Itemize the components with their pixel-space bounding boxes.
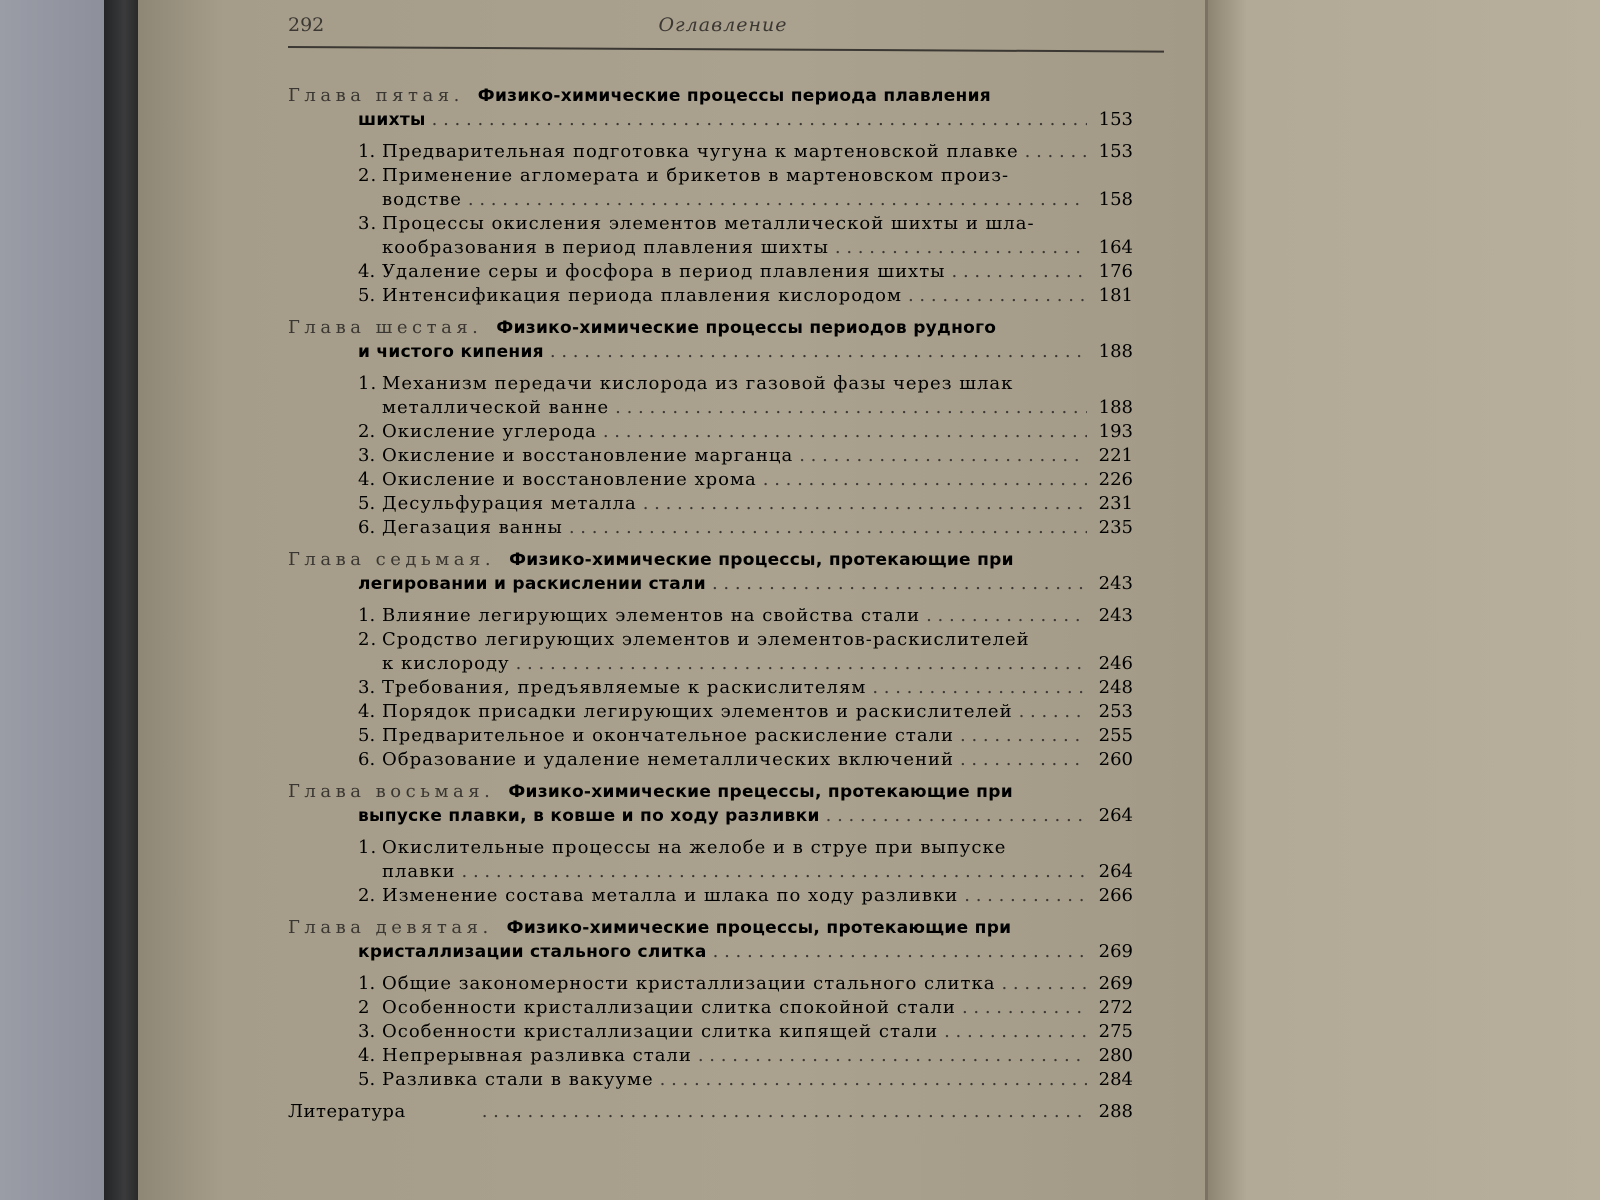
section-number: 1. [358, 141, 376, 162]
section-number: 1. [358, 373, 378, 394]
section-entry [358, 836, 1133, 884]
chapter-page: 153 [1098, 109, 1133, 130]
chapter-label: Глава восьмая. [288, 781, 495, 802]
chapter-title-line [288, 340, 1133, 364]
section-page: 153 [1098, 141, 1133, 162]
section-list [288, 372, 1133, 540]
leader-dots [960, 748, 1087, 772]
chapter-page: 264 [1098, 805, 1133, 826]
chapter-heading [288, 548, 1133, 572]
page-header [288, 10, 1158, 44]
leader-dots [712, 572, 1087, 596]
section-text: Непрерывная разливка стали [382, 1045, 692, 1066]
leader-dots [960, 724, 1087, 748]
section-entry [358, 284, 1133, 308]
section-text: Предварительная подготовка чугуна к мартеновской плавке [382, 141, 1019, 162]
section-page: 248 [1098, 677, 1133, 698]
section-page: 193 [1098, 421, 1133, 442]
leader-dots [962, 996, 1087, 1020]
section-first-line [358, 212, 1133, 236]
section-page: 235 [1098, 517, 1133, 538]
section-entry [358, 492, 1133, 516]
literature-label: Литература [288, 1101, 406, 1122]
section-number: 1. [358, 973, 376, 994]
section-text: Разливка стали в вакууме [382, 1069, 654, 1090]
leader-dots [926, 604, 1087, 628]
section-entry [358, 884, 1133, 908]
chapter-title-continued: и чистого кипения [358, 342, 544, 362]
section-number: 2. [358, 629, 378, 650]
section-entry [358, 724, 1133, 748]
section-text: Сродство легирующих элементов и элементов-раскислителей [382, 629, 1030, 650]
section-page: 284 [1098, 1069, 1133, 1090]
section-list [288, 140, 1133, 308]
book-spine [104, 0, 138, 1200]
leader-dots [1001, 972, 1087, 996]
section-entry [358, 468, 1133, 492]
section-entry [358, 604, 1133, 628]
section-continuation [358, 236, 1133, 260]
section-text: Влияние легирующих элементов на свойства стали [382, 605, 921, 626]
chapter-title: Физико-химические процессы периодов рудного [496, 318, 997, 338]
section-number: 6. [358, 517, 376, 538]
section-continuation [358, 652, 1133, 676]
section-number: 3. [358, 677, 376, 698]
leader-dots [763, 468, 1087, 492]
chapter-label: Глава пятая. [288, 85, 464, 106]
section-text-continued: водстве [382, 189, 462, 210]
section-text-continued: металлической ванне [382, 397, 610, 418]
chapter-title-continued: легировании и раскислении стали [358, 574, 706, 594]
section-page: 255 [1098, 725, 1133, 746]
leader-dots [964, 884, 1087, 908]
table-of-contents [288, 84, 1133, 1124]
section-entry [358, 972, 1133, 996]
section-entry [358, 1020, 1133, 1044]
chapter-heading [288, 84, 1133, 108]
section-number: 5. [358, 493, 376, 514]
section-number: 4. [358, 701, 376, 722]
chapter-heading [288, 916, 1133, 940]
leader-dots [660, 1068, 1087, 1092]
section-number: 4. [358, 469, 376, 490]
leader-dots [698, 1044, 1087, 1068]
chapter-label: Глава шестая. [288, 317, 483, 338]
chapter-heading [288, 780, 1133, 804]
section-continuation [358, 396, 1133, 420]
chapter-title: Физико-химические процессы, протекающие при [509, 550, 1014, 570]
section-page: 264 [1098, 861, 1133, 882]
leader-dots [615, 396, 1087, 420]
section-number: 5. [358, 725, 376, 746]
section-number: 2. [358, 165, 378, 186]
chapter-page: 243 [1098, 573, 1133, 594]
section-entry [358, 676, 1133, 700]
leader-dots [643, 492, 1087, 516]
chapter-title-line [288, 108, 1133, 132]
chapter-block [288, 84, 1133, 308]
section-text: Окисление и восстановление хрома [382, 469, 757, 490]
leader-dots [569, 516, 1087, 540]
chapter-title-line [288, 804, 1133, 828]
section-page: 164 [1098, 237, 1133, 258]
section-page: 221 [1098, 445, 1133, 466]
section-page: 275 [1098, 1021, 1133, 1042]
leader-dots [1025, 140, 1087, 164]
section-entry [358, 372, 1133, 420]
section-page: 158 [1098, 189, 1133, 210]
section-page: 243 [1098, 605, 1133, 626]
chapter-title: Физико-химические процессы периода плавления [477, 86, 991, 106]
section-entry [358, 1068, 1133, 1092]
section-page: 181 [1098, 285, 1133, 306]
section-entry [358, 628, 1133, 676]
literature-entry [288, 1100, 1133, 1124]
chapter-title: Физико-химические процессы, протекающие при [506, 918, 1012, 938]
section-entry [358, 1044, 1133, 1068]
section-text: Образование и удаление неметаллических включений [382, 749, 954, 770]
section-text: Окисление углерода [382, 421, 597, 442]
leader-dots [550, 340, 1087, 364]
leader-dots [835, 236, 1087, 260]
section-text: Предварительное и окончательное раскисление стали [382, 725, 955, 746]
facing-page [1208, 0, 1600, 1200]
leader-dots [603, 420, 1087, 444]
section-number: 2. [358, 421, 376, 442]
section-number: 6. [358, 749, 376, 770]
chapter-block [288, 780, 1133, 908]
leader-dots [432, 108, 1087, 132]
section-text: Особенности кристаллизации слитка кипящей стали [382, 1021, 939, 1042]
section-first-line [358, 372, 1133, 396]
chapter-page: 269 [1098, 941, 1133, 962]
chapter-title-line [288, 572, 1133, 596]
chapter-block [288, 548, 1133, 772]
section-entry [358, 444, 1133, 468]
section-text: Дегазация ванны [382, 517, 563, 538]
section-entry [358, 700, 1133, 724]
section-text: Механизм передачи кислорода из газовой фазы через шлак [382, 373, 1014, 394]
chapter-title: Физико-химические прецессы, протекающие при [508, 782, 1013, 802]
section-page: 266 [1098, 885, 1133, 906]
chapter-title-line [288, 940, 1133, 964]
section-number: 5. [358, 285, 376, 306]
section-text: Процессы окисления элементов металлической шихты и шла- [382, 213, 1035, 234]
section-text: Десульфурация металла [382, 493, 637, 514]
section-page: 176 [1098, 261, 1133, 282]
section-text-continued: к кислороду [382, 653, 510, 674]
section-text: Окисление и восстановление марганца [382, 445, 794, 466]
section-number: 3. [358, 445, 376, 466]
leader-dots [799, 444, 1087, 468]
page-number: 292 [288, 14, 325, 36]
section-number: 2 [358, 997, 370, 1018]
background-left [0, 0, 104, 1200]
section-number: 1. [358, 837, 378, 858]
literature-page: 288 [1098, 1101, 1133, 1122]
leader-dots [872, 676, 1087, 700]
section-page: 226 [1098, 469, 1133, 490]
section-text: Удаление серы и фосфора в период плавления шихты [382, 261, 946, 282]
section-page: 260 [1098, 749, 1133, 770]
chapter-block [288, 916, 1133, 1092]
section-page: 269 [1098, 973, 1133, 994]
section-number: 3. [358, 1021, 376, 1042]
running-title: Оглавление [658, 14, 788, 36]
section-entry [358, 516, 1133, 540]
leader-dots [462, 860, 1087, 884]
section-number: 4. [358, 1045, 376, 1066]
section-text: Особенности кристаллизации слитка спокойной стали [382, 997, 956, 1018]
section-entry [358, 748, 1133, 772]
leader-dots [952, 260, 1088, 284]
section-number: 1. [358, 605, 376, 626]
section-page: 246 [1098, 653, 1133, 674]
section-continuation [358, 188, 1133, 212]
section-list [288, 836, 1133, 908]
section-entry [358, 420, 1133, 444]
section-entry [358, 164, 1133, 212]
section-page: 253 [1098, 701, 1133, 722]
chapter-label: Глава седьмая. [288, 549, 496, 570]
section-number: 2. [358, 885, 376, 906]
section-list [288, 604, 1133, 772]
section-first-line [358, 836, 1133, 860]
leader-dots [944, 1020, 1087, 1044]
section-number: 4. [358, 261, 376, 282]
section-entry [358, 140, 1133, 164]
section-entry [358, 212, 1133, 260]
chapter-title-continued: выпуске плавки, в ковше и по ходу разливки [358, 806, 820, 826]
section-text: Интенсификация периода плавления кислородом [382, 285, 902, 306]
section-entry [358, 996, 1133, 1020]
section-number: 3. [358, 213, 378, 234]
section-text: Изменение состава металла и шлака по ходу разливки [382, 885, 959, 906]
chapter-page: 188 [1098, 341, 1133, 362]
section-continuation [358, 860, 1133, 884]
section-first-line [358, 164, 1133, 188]
leader-dots [516, 652, 1087, 676]
section-entry [358, 260, 1133, 284]
chapter-title-continued: кристаллизации стального слитка [358, 942, 707, 962]
section-text: Общие закономерности кристаллизации стального слитка [382, 973, 996, 994]
section-text: Требования, предъявляемые к раскислителям [382, 677, 867, 698]
section-first-line [358, 628, 1133, 652]
chapter-title-continued: шихты [358, 110, 426, 130]
section-text: Окислительные процессы на желобе и в струе при выпуске [382, 837, 1007, 858]
chapter-block [288, 316, 1133, 540]
section-list [288, 972, 1133, 1092]
section-page: 272 [1098, 997, 1133, 1018]
section-page: 188 [1098, 397, 1133, 418]
section-text-continued: плавки [382, 861, 456, 882]
leader-dots [826, 804, 1087, 828]
leader-dots [713, 940, 1087, 964]
chapter-label: Глава девятая. [288, 917, 493, 938]
section-page: 231 [1098, 493, 1133, 514]
chapter-heading [288, 316, 1133, 340]
section-text: Применение агломерата и брикетов в мартеновском произ- [382, 165, 1010, 186]
leader-dots [908, 284, 1087, 308]
section-text: Порядок присадки легирующих элементов и раскислителей [382, 701, 1013, 722]
leader-dots [468, 188, 1087, 212]
section-number: 5. [358, 1069, 376, 1090]
leader-dots [1019, 700, 1087, 724]
section-text-continued: кообразования в период плавления шихты [382, 237, 829, 258]
section-page: 280 [1098, 1045, 1133, 1066]
leader-dots [482, 1100, 1087, 1124]
